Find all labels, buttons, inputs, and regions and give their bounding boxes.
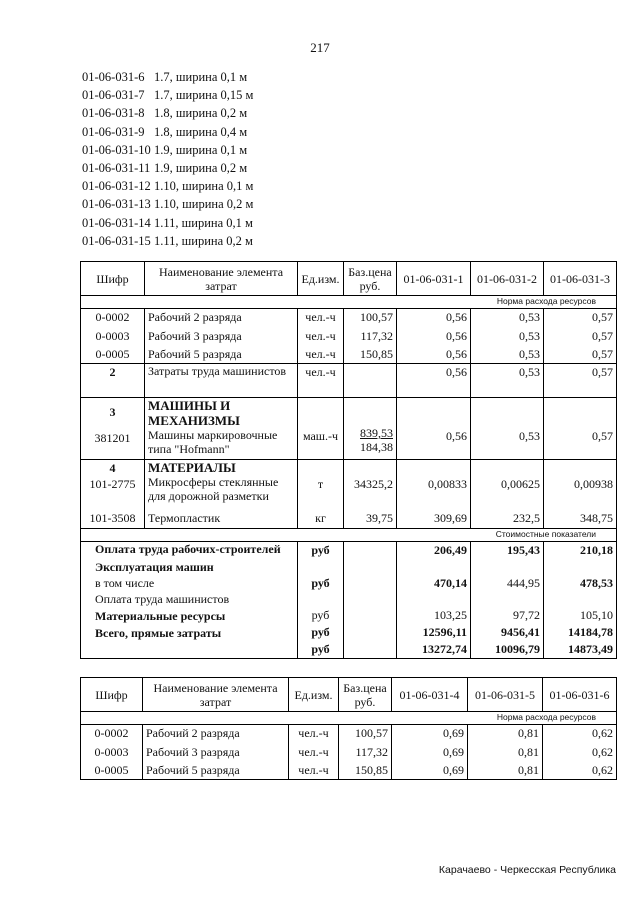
- row-name: [145, 398, 298, 460]
- row-v2: 0,81: [468, 744, 543, 762]
- code-list-item: [82, 232, 253, 250]
- code-desc: 1.7, ширина 0,15 м: [154, 88, 254, 103]
- row-unit: кг: [298, 510, 344, 529]
- row-v1: 0,56: [397, 346, 471, 364]
- code-desc: 1.11, ширина 0,2 м: [154, 233, 253, 248]
- row-v1: 0,56: [397, 309, 471, 328]
- code: 01-06-031-9: [82, 124, 145, 139]
- row-v1: 0,56: [397, 364, 471, 398]
- row-name: Рабочий 3 разряда: [145, 328, 298, 346]
- material-price: 34325,2: [354, 477, 393, 491]
- header-col2: 01-06-031-2: [471, 262, 544, 296]
- machine-v3: 0,57: [592, 429, 613, 443]
- footer-region: Карачаево - Черкесская Республика: [438, 864, 616, 876]
- header-name: Наименование элемента затрат: [145, 262, 298, 296]
- row-v3: [544, 398, 617, 460]
- row-price: 117,32: [344, 328, 397, 346]
- row-v3: 0,57: [544, 328, 617, 346]
- cost-col2: [471, 542, 544, 659]
- row-v1: 0,69: [392, 762, 468, 780]
- table-row-machinists: [81, 364, 617, 398]
- cost-label-row: [81, 529, 617, 542]
- row-v3: 0,57: [544, 364, 617, 398]
- row-name: [145, 460, 298, 510]
- row-v1: [397, 460, 471, 510]
- code-desc: 1.9, ширина 0,2 м: [154, 160, 248, 175]
- table-header-row: [81, 678, 617, 712]
- code-list-item: [82, 159, 253, 177]
- header-cipher: Шифр: [81, 678, 143, 712]
- cost-value: 206,49: [434, 543, 467, 557]
- row-price: 100,57: [344, 309, 397, 328]
- code: 01-06-031-6: [82, 70, 145, 84]
- row-name: Рабочий 2 разряда: [145, 309, 298, 328]
- resource-table-2: [80, 677, 617, 780]
- row-code: 2: [81, 364, 145, 398]
- row-code: 0-0002: [81, 725, 143, 744]
- code-desc: 1.11, ширина 0,1 м: [154, 215, 253, 230]
- section-title: МАШИНЫ И МЕХАНИЗМЫ: [148, 398, 240, 428]
- row-price: 117,32: [339, 744, 392, 762]
- code-desc: 1.7, ширина 0,1 м: [154, 70, 248, 84]
- material-v1: 0,00833: [428, 477, 467, 491]
- norm-row: [81, 296, 617, 309]
- header-name: Наименование элемента затрат: [143, 678, 289, 712]
- header-cipher: Шифр: [81, 262, 145, 296]
- row-v2: 232,5: [471, 510, 544, 529]
- header-price: Баз.цена руб.: [344, 262, 397, 296]
- cost-label: Стоимостные показатели: [81, 529, 617, 542]
- row-v3: 0,62: [543, 744, 617, 762]
- machine-v2: 0,53: [519, 429, 540, 443]
- section-code: 4: [109, 461, 116, 475]
- row-price: 150,85: [344, 346, 397, 364]
- cost-units: [298, 542, 344, 659]
- header-price: Баз.цена руб.: [339, 678, 392, 712]
- row-price: 150,85: [339, 762, 392, 780]
- row-unit: чел.-ч: [289, 725, 339, 744]
- machine-price-2: 184,38: [360, 440, 393, 454]
- header-col1: 01-06-031-4: [392, 678, 468, 712]
- cost-rows: [81, 542, 617, 659]
- row-price: [344, 364, 397, 398]
- materials-section: [81, 460, 617, 510]
- cost-value: 105,10: [580, 608, 613, 622]
- machine-price: 839,53: [360, 426, 393, 440]
- row-price: [344, 460, 397, 510]
- machines-section: [81, 398, 617, 460]
- cost-value: 12596,11: [422, 625, 467, 639]
- header-col1: 01-06-031-1: [397, 262, 471, 296]
- code: 01-06-031-12: [82, 179, 151, 194]
- row-unit: [298, 460, 344, 510]
- row-v3: [544, 460, 617, 510]
- header-col2: 01-06-031-5: [468, 678, 543, 712]
- cost-total-label: Всего, прямые затраты: [95, 626, 222, 640]
- row-code: 0-0003: [81, 744, 143, 762]
- code-list-item: [82, 141, 253, 159]
- cost-labels: [81, 542, 298, 659]
- row-price: 39,75: [344, 510, 397, 529]
- machine-name: Машины маркировочные типа "Hofmann": [148, 428, 278, 456]
- table-row: [81, 309, 617, 328]
- row-code: 0-0005: [81, 346, 145, 364]
- row-unit: чел.-ч: [298, 364, 344, 398]
- machine-code: 381201: [94, 431, 131, 445]
- page-number: 217: [310, 40, 330, 55]
- row-unit: чел.-ч: [298, 309, 344, 328]
- norm-row: [81, 712, 617, 725]
- row-code: 0-0002: [81, 309, 145, 328]
- row-unit: чел.-ч: [298, 346, 344, 364]
- cost-value: 9456,41: [501, 625, 540, 639]
- code-list-item: [82, 68, 253, 86]
- row-name: Затраты труда машинистов: [145, 364, 298, 398]
- row-v3: 0,57: [544, 346, 617, 364]
- row-v2: 0,53: [471, 328, 544, 346]
- row-code: 0-0003: [81, 328, 145, 346]
- cost-machinist-label: Оплата труда машинистов: [95, 592, 230, 606]
- material-v2: 0,00625: [501, 477, 540, 491]
- row-code: 0-0005: [81, 762, 143, 780]
- code-desc: 1.9, ширина 0,1 м: [154, 142, 248, 157]
- table-row: [81, 346, 617, 364]
- row-code: [81, 460, 145, 510]
- code: 01-06-031-7: [82, 88, 145, 103]
- code: 01-06-031-14: [82, 215, 151, 230]
- row-name: Рабочий 3 разряда: [143, 744, 289, 762]
- material-unit: т: [317, 477, 324, 491]
- code-list-item: [82, 177, 253, 195]
- row-v1: [397, 398, 471, 460]
- table-row: [81, 725, 617, 744]
- cost-value: 10096,79: [495, 642, 540, 656]
- cost-price-empty: [344, 542, 397, 659]
- row-v3: 0,57: [544, 309, 617, 328]
- cost-machine-label: Эксплуатация машин: [95, 560, 214, 574]
- cost-machine-sub: в том числе: [95, 576, 155, 590]
- cost-col3: [544, 542, 617, 659]
- row-unit: чел.-ч: [298, 328, 344, 346]
- row-price: [344, 398, 397, 460]
- row-v1: 0,69: [392, 725, 468, 744]
- row-v1: 0,56: [397, 328, 471, 346]
- row-v2: 0,53: [471, 364, 544, 398]
- code-desc: 1.8, ширина 0,2 м: [154, 106, 248, 121]
- cost-value: 14873,49: [568, 642, 613, 656]
- row-unit: чел.-ч: [289, 744, 339, 762]
- row-v3: 0,62: [543, 762, 617, 780]
- row-v2: 0,53: [471, 346, 544, 364]
- cost-value: 103,25: [434, 608, 467, 622]
- row-name: Термопластик: [145, 510, 298, 529]
- code: 01-06-031-11: [82, 160, 151, 175]
- code-list-item: [82, 86, 253, 104]
- material-name: Микросферы стеклянные для дорожной разметки: [148, 475, 279, 503]
- row-price: 100,57: [339, 725, 392, 744]
- code-desc: 1.10, ширина 0,1 м: [154, 179, 254, 194]
- cost-value: 195,43: [507, 543, 540, 557]
- header-col3: 01-06-031-3: [544, 262, 617, 296]
- section-code: 3: [109, 405, 116, 419]
- code-list-item: [82, 214, 253, 232]
- cost-value: 13272,74: [422, 642, 467, 656]
- cost-unit: руб: [311, 576, 330, 590]
- code: 01-06-031-10: [82, 142, 151, 157]
- row-v2: [471, 398, 544, 460]
- material-code: 101-2775: [89, 477, 136, 491]
- row-code: 101-3508: [81, 510, 145, 529]
- row-code: [81, 398, 145, 460]
- row-name: Рабочий 2 разряда: [143, 725, 289, 744]
- row-v3: 348,75: [544, 510, 617, 529]
- code: 01-06-031-13: [82, 197, 151, 212]
- cost-unit: руб: [311, 642, 330, 656]
- material-v3: 0,00938: [574, 477, 613, 491]
- machine-unit: маш.-ч: [302, 429, 339, 443]
- code-list-item: [82, 123, 253, 141]
- header-unit: Ед.изм.: [289, 678, 339, 712]
- norm-label: Норма расхода ресурсов: [81, 296, 617, 309]
- code-list-item: [82, 104, 253, 122]
- cost-unit: руб: [311, 625, 330, 639]
- code-list-item: [82, 195, 253, 213]
- row-v2: 0,53: [471, 309, 544, 328]
- code-desc: 1.10, ширина 0,2 м: [154, 197, 254, 212]
- header-col3: 01-06-031-6: [543, 678, 617, 712]
- row-unit: [298, 398, 344, 460]
- cost-unit: руб: [311, 608, 330, 622]
- code: 01-06-031-8: [82, 106, 145, 121]
- cost-value: 14184,78: [568, 625, 613, 639]
- cost-value: 97,72: [513, 608, 540, 622]
- row-v2: 0,81: [468, 725, 543, 744]
- norm-label: Норма расхода ресурсов: [81, 712, 617, 725]
- cost-value: 444,95: [507, 576, 540, 590]
- row-v1: 309,69: [397, 510, 471, 529]
- table-row: [81, 328, 617, 346]
- row-name: Рабочий 5 разряда: [145, 346, 298, 364]
- row-v1: 0,69: [392, 744, 468, 762]
- row-v2: [471, 460, 544, 510]
- row-v3: 0,62: [543, 725, 617, 744]
- table-row: [81, 744, 617, 762]
- machine-v1: 0,56: [446, 429, 467, 443]
- table-header-row: [81, 262, 617, 296]
- section-title: МАТЕРИАЛЫ: [148, 460, 236, 475]
- header-unit: Ед.изм.: [298, 262, 344, 296]
- cost-unit: руб: [311, 543, 330, 557]
- cost-labor-label: Оплата труда рабочих-строителей: [95, 542, 281, 556]
- code: 01-06-031-15: [82, 233, 151, 248]
- cost-value: 478,53: [580, 576, 613, 590]
- table-row: [81, 762, 617, 780]
- code-desc: 1.8, ширина 0,4 м: [154, 124, 248, 139]
- code-list: [82, 68, 253, 250]
- row-v2: 0,81: [468, 762, 543, 780]
- cost-material-label: Материальные ресурсы: [95, 609, 226, 623]
- cost-value: 210,18: [580, 543, 613, 557]
- resource-table-1: [80, 261, 617, 659]
- row-name: Рабочий 5 разряда: [143, 762, 289, 780]
- cost-value: 470,14: [434, 576, 467, 590]
- cost-col1: [397, 542, 471, 659]
- table-row: [81, 510, 617, 529]
- row-unit: чел.-ч: [289, 762, 339, 780]
